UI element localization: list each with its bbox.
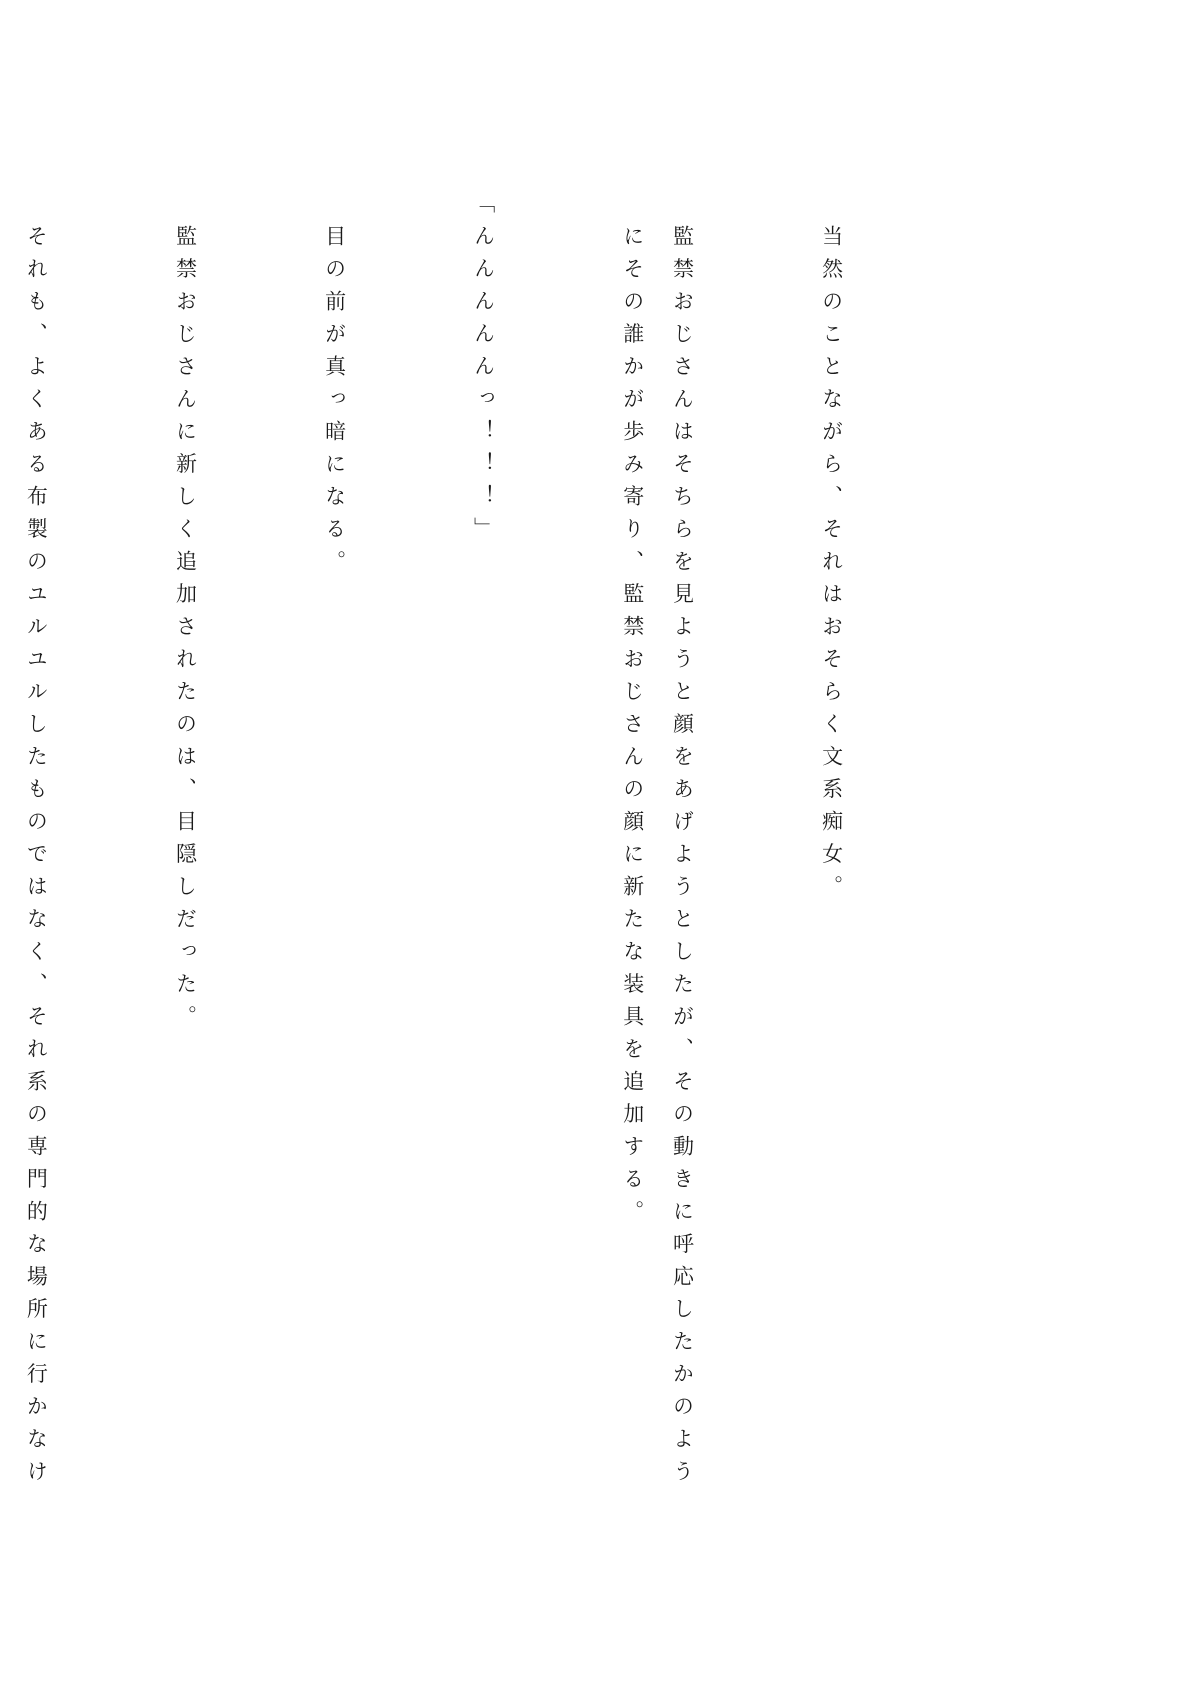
paragraph-1: 当然のことながら、それはおそらく文系痴女。	[819, 225, 844, 908]
paragraph-6: それも、よくある布製のユルユルしたものではなく、それ系の専門的な場所に行かなけ	[24, 225, 49, 1493]
paragraph-2: 監禁おじさんはそちらを見ようと顔をあげようとしたが、その動きに呼応したかのようにその誰かが歩み寄り、監禁おじさんの顔に新たな装具を追加する。	[620, 225, 695, 1493]
paragraph-5: 監禁おじさんに新しく追加されたのは、目隠しだった。	[173, 225, 198, 1038]
paragraph-4: 目の前が真っ暗になる。	[322, 225, 347, 583]
paragraph-3-dialogue: 「んんんんんっ！！！」	[471, 192, 496, 550]
vertical-text-body	[0, 192, 955, 1522]
